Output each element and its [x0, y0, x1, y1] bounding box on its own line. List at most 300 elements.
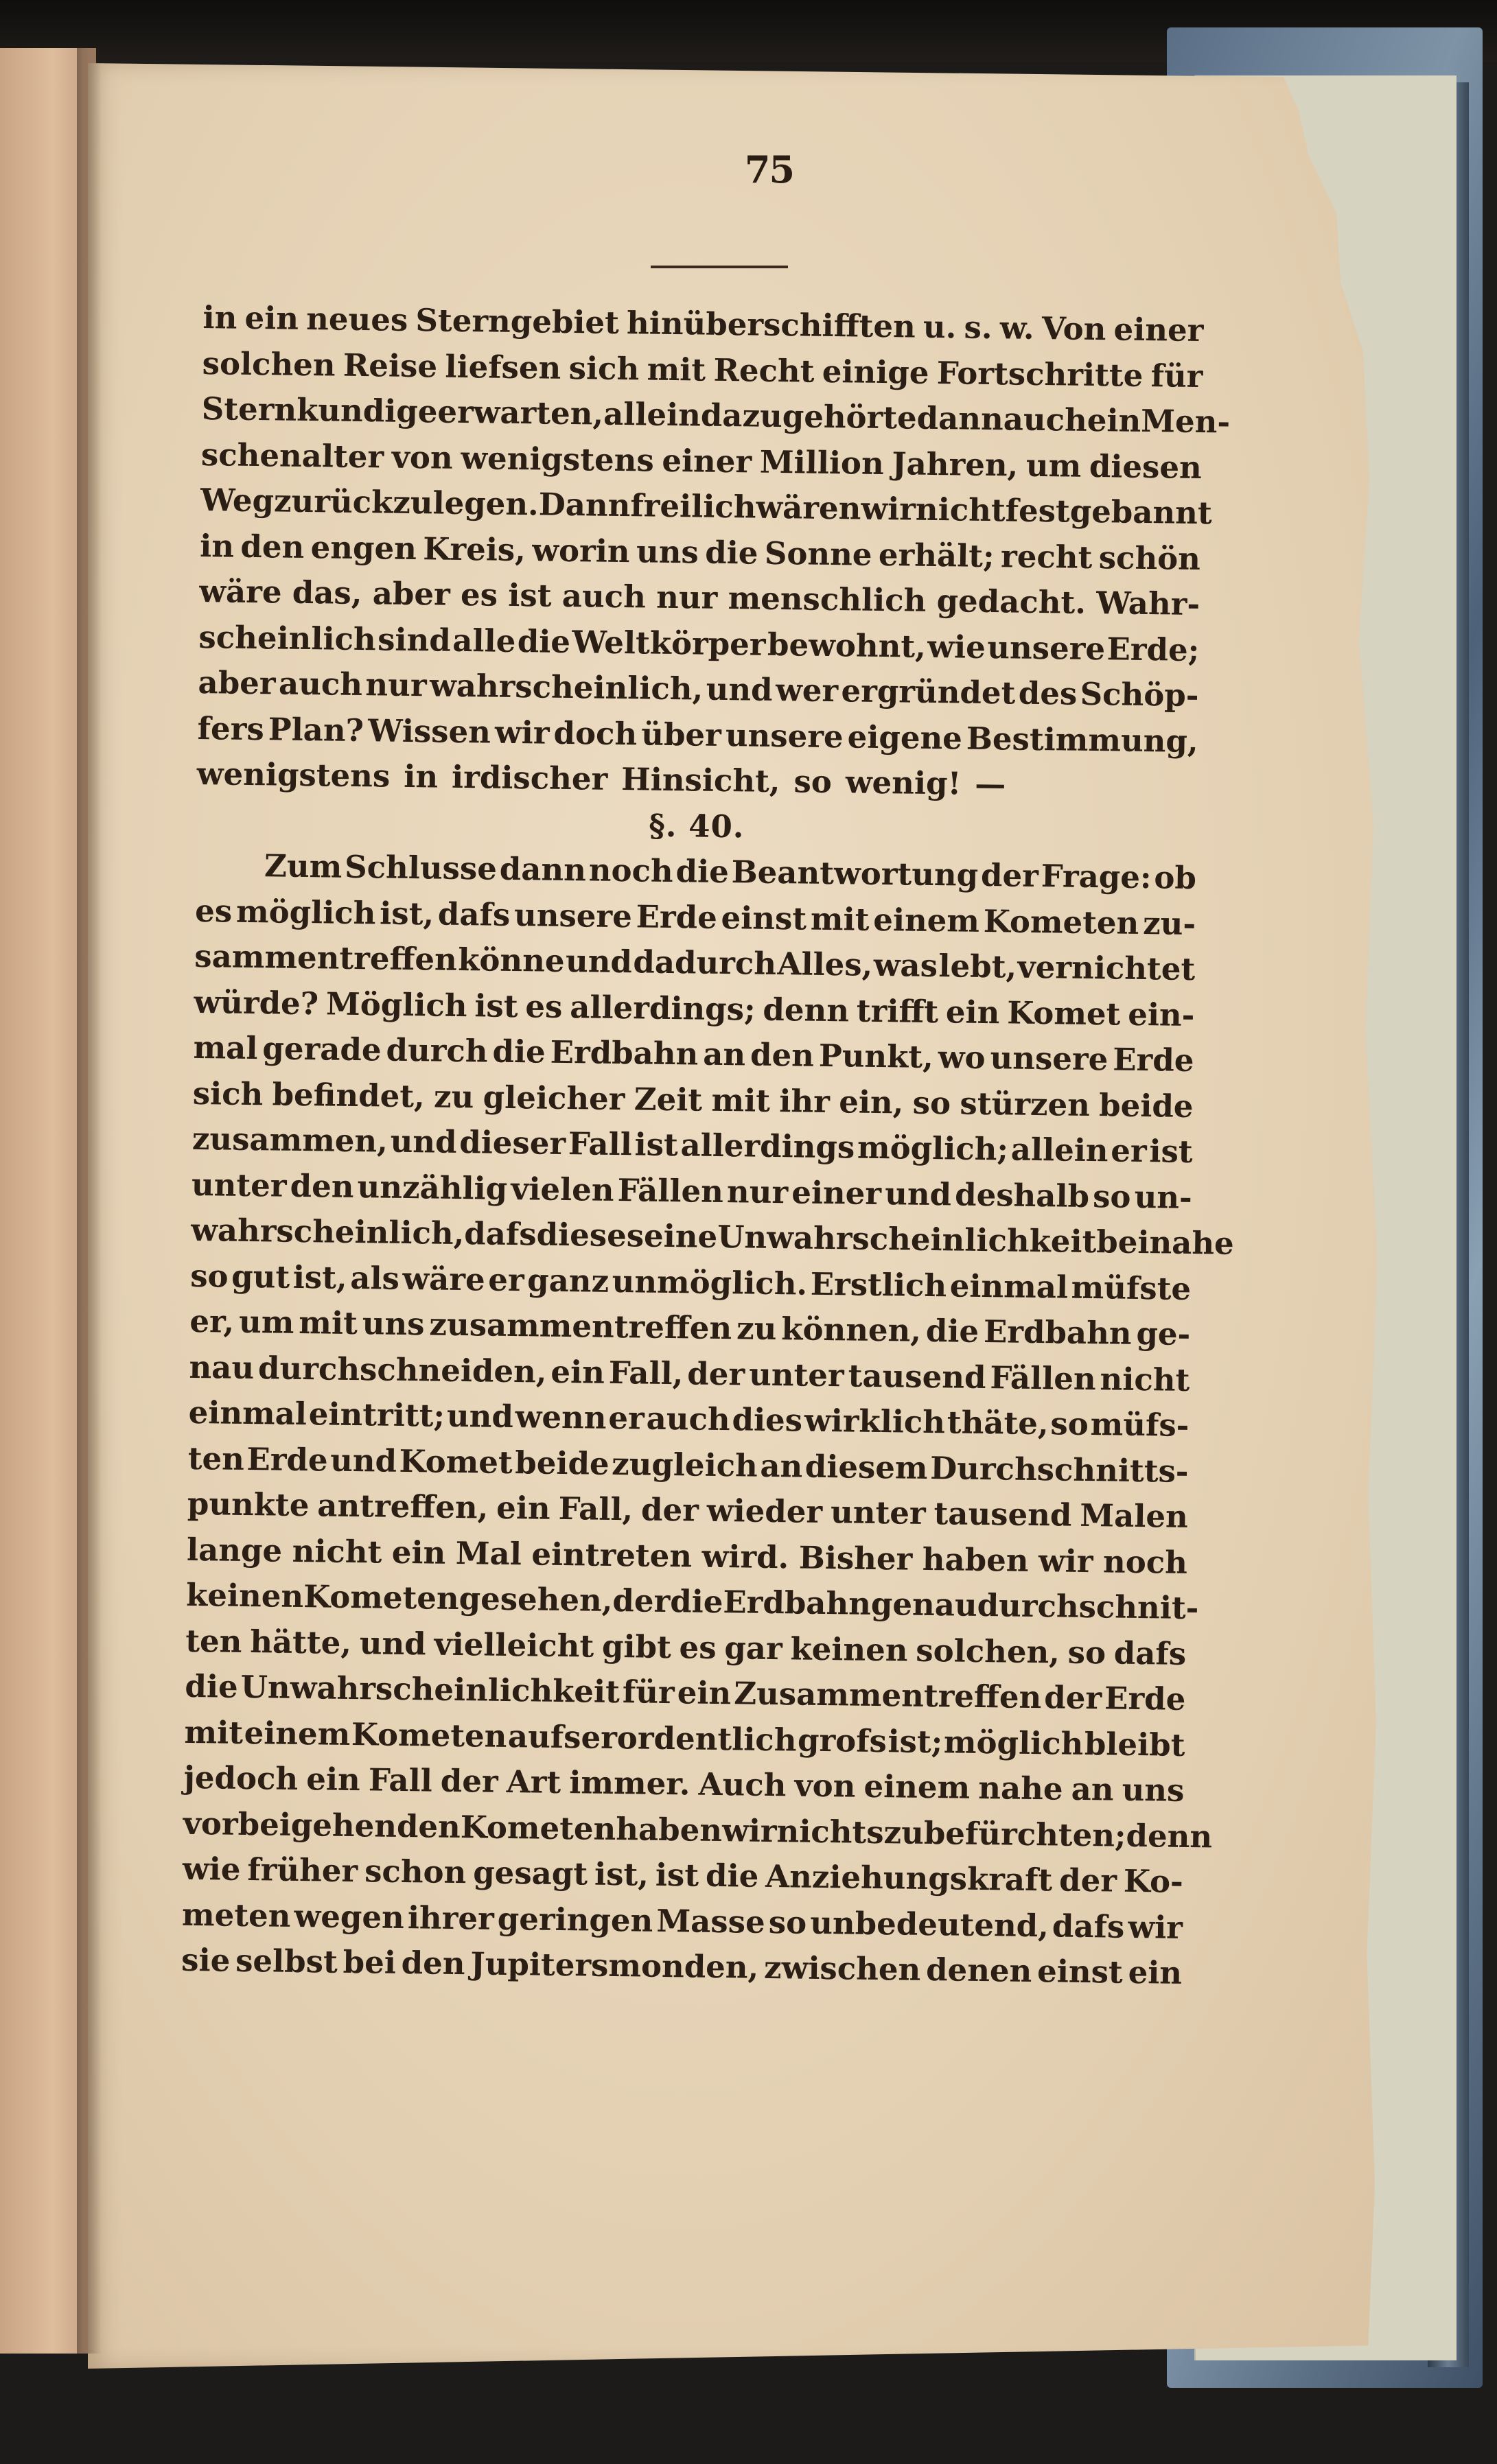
word: beide: [515, 1444, 610, 1482]
word: Weltkörper: [572, 623, 766, 663]
word: würde?: [194, 983, 319, 1022]
word: es: [679, 1628, 717, 1666]
word: Durchschnitts-: [929, 1449, 1189, 1490]
word: aufserordentlich: [507, 1717, 797, 1758]
word: selbst: [235, 1942, 338, 1980]
word: scheinlich: [198, 618, 377, 657]
word: dieser: [459, 1123, 566, 1162]
word: —: [974, 765, 1006, 803]
word: gedacht.: [936, 583, 1087, 621]
word: Fällen: [990, 1359, 1097, 1397]
word: nicht: [292, 1532, 382, 1571]
word: lange: [186, 1531, 283, 1569]
word: unsere: [725, 716, 844, 755]
word: Frage:: [1041, 858, 1152, 896]
page-number: [0, 148, 1497, 191]
word: hätte,: [249, 1623, 352, 1661]
word: gerade: [262, 1030, 382, 1068]
word: denen: [925, 1951, 1032, 1990]
word: unsere: [990, 1040, 1109, 1078]
word: nur: [726, 1173, 789, 1210]
word: tausend: [933, 1495, 1072, 1534]
word: zurückzulegen.: [273, 482, 539, 523]
word: so: [1067, 1634, 1106, 1671]
word: nahe: [977, 1769, 1063, 1807]
word: sie: [181, 1941, 231, 1979]
word: Zeit: [634, 1080, 703, 1118]
word: es: [525, 987, 563, 1025]
word: wenigstens: [196, 755, 391, 795]
word: mit: [810, 900, 870, 938]
word: müfs-: [1090, 1406, 1190, 1444]
word: der: [980, 856, 1039, 894]
word: ist: [1149, 1133, 1194, 1170]
word: die: [185, 1667, 239, 1705]
word: der: [640, 1491, 699, 1529]
word: meten: [181, 1896, 291, 1934]
word: er: [608, 1399, 645, 1437]
word: nau: [189, 1348, 255, 1386]
word: den: [750, 1036, 815, 1074]
word: Art: [506, 1763, 561, 1801]
word: ein: [550, 1353, 605, 1391]
word: so: [1050, 1405, 1089, 1443]
word: nichts: [776, 1812, 884, 1851]
word: durch: [386, 1031, 488, 1070]
word: dies: [732, 1401, 803, 1439]
word: Punkt,: [818, 1037, 934, 1076]
word: Unwahrscheinlichkeit: [717, 1218, 1097, 1260]
word: dafs: [1113, 1634, 1187, 1672]
word: ist: [634, 1126, 679, 1164]
word: uns: [636, 532, 699, 570]
word: ist,: [379, 894, 434, 932]
word: an: [1071, 1770, 1114, 1808]
word: recht: [1000, 537, 1093, 576]
word: der: [1044, 1679, 1102, 1717]
word: diesem: [804, 1448, 928, 1486]
word: Million: [759, 443, 885, 482]
word: auch: [278, 665, 363, 703]
word: doch: [553, 714, 638, 752]
word: dadurch: [633, 943, 777, 983]
word: sich: [568, 349, 640, 387]
word: in: [202, 298, 237, 336]
word: erhält;: [878, 536, 995, 574]
word: auch: [1003, 401, 1088, 438]
word: Zum: [264, 847, 343, 885]
word: und: [390, 1123, 457, 1160]
word: punkte: [187, 1485, 310, 1524]
word: antreffen,: [317, 1487, 489, 1526]
word: uns: [1122, 1771, 1185, 1809]
word: keinen: [790, 1630, 908, 1669]
word: Erde;: [1106, 630, 1200, 668]
word: und: [329, 1442, 397, 1479]
word: Fortschritte: [936, 354, 1144, 394]
word: könne: [457, 941, 565, 979]
word: noch: [1102, 1542, 1188, 1581]
word: ist,: [292, 1258, 348, 1296]
body-text: [181, 295, 1235, 1996]
word: stürzen: [960, 1085, 1091, 1123]
word: wird.: [701, 1538, 789, 1575]
word: dazu: [700, 397, 783, 435]
word: zusammen,: [192, 1120, 388, 1160]
word: zugleich: [611, 1445, 758, 1484]
page-number-text: 75: [744, 148, 794, 191]
word: der: [1058, 1862, 1117, 1899]
word: für: [622, 1674, 675, 1711]
word: tausend: [848, 1357, 986, 1396]
word: die: [925, 1312, 979, 1350]
word: über: [640, 715, 722, 753]
word: auch: [561, 577, 647, 615]
word: sind: [377, 620, 452, 659]
word: Beantwortung: [731, 854, 979, 893]
word: zu: [883, 1814, 925, 1851]
word: ist,: [594, 1855, 649, 1893]
word: wahrscheinlich,: [190, 1211, 465, 1252]
word: gesagt: [472, 1854, 588, 1892]
word: Schlusse: [344, 848, 498, 887]
word: fers: [197, 709, 265, 747]
word: Dann: [538, 486, 631, 524]
word: einmal: [188, 1394, 307, 1433]
word: Wissen: [367, 712, 491, 751]
word: aber: [372, 575, 451, 613]
word: von: [391, 438, 454, 476]
word: möglich: [235, 893, 376, 931]
word: dann: [916, 399, 1004, 438]
word: einem: [244, 1714, 351, 1752]
word: wäre: [402, 1260, 486, 1298]
word: des: [1018, 674, 1078, 712]
word: ein: [677, 1674, 732, 1712]
word: Men-: [1140, 402, 1231, 441]
word: befürchten;: [923, 1814, 1126, 1854]
word: nur: [655, 578, 718, 616]
word: es: [460, 576, 498, 613]
word: Jahren,: [892, 445, 1019, 484]
word: Fall,: [558, 1490, 634, 1528]
word: ist: [508, 576, 552, 614]
page-number-rule: [651, 266, 788, 268]
word: ten: [187, 1440, 245, 1477]
word: dafs: [437, 895, 511, 933]
word: seine: [626, 1217, 718, 1255]
word: zwischen: [763, 1949, 921, 1988]
word: einst: [1036, 1953, 1124, 1991]
word: allein: [603, 395, 701, 434]
word: einer: [791, 1173, 882, 1212]
word: vorbeigehenden: [183, 1805, 461, 1845]
word: bewohnt,: [767, 626, 927, 665]
paragraph-continued: [196, 295, 1231, 810]
word: ihr: [779, 1082, 831, 1120]
word: freilich: [630, 487, 756, 526]
word: an: [702, 1035, 746, 1073]
word: Erstlich: [810, 1265, 947, 1304]
word: Kometen: [460, 1808, 616, 1847]
word: ganz: [526, 1261, 610, 1300]
word: Recht: [713, 351, 815, 390]
word: vernichtet: [1017, 948, 1196, 987]
word: er: [1111, 1132, 1148, 1170]
word: einmal: [949, 1267, 1069, 1306]
word: gesehen,: [459, 1580, 613, 1619]
word: beide: [1098, 1086, 1194, 1125]
word: von: [794, 1767, 856, 1805]
word: und: [706, 670, 773, 708]
word: un-: [1134, 1178, 1193, 1216]
word: Fall,: [608, 1354, 684, 1392]
word: diese: [536, 1216, 627, 1254]
word: gleicher: [483, 1078, 625, 1117]
word: Komet: [399, 1442, 513, 1481]
word: u.: [922, 308, 957, 346]
word: Schöp-: [1080, 675, 1199, 714]
word: den: [401, 1944, 465, 1982]
word: festgebannt: [1005, 492, 1213, 532]
word: thäte,: [947, 1404, 1049, 1442]
word: ein,: [838, 1083, 904, 1120]
word: nicht: [1100, 1360, 1190, 1398]
word: zu: [736, 1310, 777, 1348]
word: Möglich: [325, 985, 467, 1024]
word: Fall: [568, 1125, 633, 1163]
word: gehörte: [782, 398, 918, 436]
word: unsere: [986, 629, 1106, 667]
word: wahrscheinlich,: [429, 667, 704, 707]
word: möglich;: [857, 1129, 1009, 1168]
word: Kometen: [351, 1715, 507, 1755]
word: wegen: [294, 1897, 405, 1936]
word: denn: [1126, 1817, 1213, 1855]
word: deshalb: [954, 1175, 1090, 1215]
word: Jupitersmonden,: [470, 1945, 759, 1986]
word: grofs: [797, 1722, 887, 1759]
word: die: [675, 853, 730, 891]
word: als: [349, 1259, 400, 1297]
word: nur: [365, 666, 427, 704]
word: ein: [945, 993, 1000, 1031]
word: allerdings: [680, 1127, 855, 1166]
word: unsere: [513, 896, 633, 935]
word: der: [440, 1762, 499, 1800]
word: die: [705, 1857, 759, 1894]
word: so: [189, 1257, 229, 1295]
word: auch: [646, 1400, 731, 1438]
word: an: [760, 1447, 803, 1485]
word: mit: [299, 1304, 358, 1342]
word: wir: [721, 1811, 777, 1849]
word: er: [487, 1261, 524, 1298]
word: wenn: [515, 1398, 607, 1436]
word: Erde: [636, 897, 718, 936]
word: zu-: [1142, 904, 1196, 942]
word: geringen: [497, 1900, 653, 1939]
word: wirklich: [804, 1402, 946, 1441]
word: aber: [198, 664, 276, 702]
word: früher: [247, 1851, 358, 1890]
word: irdischer: [451, 758, 608, 797]
word: die: [669, 1583, 723, 1621]
word: neues: [305, 300, 408, 338]
word: Kreis,: [423, 530, 526, 568]
word: wo: [938, 1039, 986, 1077]
word: dafs: [1052, 1907, 1125, 1945]
word: in: [403, 758, 439, 795]
word: Alles,: [777, 946, 873, 983]
word: wenig!: [845, 764, 962, 802]
word: wie: [927, 628, 986, 666]
word: unter: [830, 1494, 926, 1532]
word: ein: [244, 299, 299, 337]
word: so: [793, 763, 833, 801]
word: das,: [292, 574, 362, 612]
word: gut: [231, 1258, 290, 1295]
word: Bestimmung,: [966, 720, 1198, 760]
word: w.: [999, 309, 1035, 347]
word: Hinsicht,: [620, 761, 780, 800]
word: zu: [433, 1078, 474, 1115]
word: Auch: [698, 1765, 787, 1804]
word: Fällen: [617, 1171, 724, 1210]
word: wenigstens: [460, 439, 655, 479]
word: eintritt;: [308, 1396, 445, 1434]
word: ihrer: [407, 1899, 495, 1937]
word: Sonne: [764, 535, 872, 573]
word: wir: [1038, 1542, 1093, 1580]
word: und: [565, 942, 633, 981]
word: die: [517, 622, 571, 660]
word: Reise: [343, 347, 438, 384]
word: Erdbahn: [723, 1584, 872, 1622]
word: wäre: [199, 572, 282, 611]
word: noch: [588, 852, 674, 890]
word: befindet,: [272, 1075, 426, 1114]
word: schön: [1098, 539, 1201, 577]
word: genau: [870, 1585, 977, 1623]
word: in: [199, 527, 235, 565]
word: allein: [1010, 1131, 1109, 1169]
word: und: [446, 1397, 514, 1435]
word: es: [194, 892, 233, 930]
word: ob: [1154, 859, 1197, 897]
word: ein: [1087, 401, 1141, 439]
word: ge-: [1136, 1315, 1191, 1352]
word: diesen: [1089, 447, 1203, 486]
word: wer: [775, 671, 839, 709]
word: wie: [182, 1850, 241, 1888]
word: Fall: [368, 1761, 433, 1799]
word: mit: [647, 350, 706, 388]
word: der: [687, 1354, 745, 1392]
word: Erde: [1104, 1680, 1186, 1717]
word: um: [238, 1303, 294, 1341]
word: müfste: [1071, 1269, 1192, 1307]
word: ten: [185, 1622, 242, 1660]
word: allerdings;: [569, 988, 756, 1028]
word: liefsen: [445, 348, 561, 386]
word: Bisher: [798, 1539, 913, 1577]
word: er,: [189, 1302, 235, 1340]
word: Unwahrscheinlichkeit: [240, 1668, 620, 1711]
word: einer: [662, 442, 752, 480]
word: Ko-: [1123, 1862, 1184, 1900]
word: wären: [756, 489, 861, 527]
word: keinen: [185, 1576, 304, 1615]
word: einst: [721, 899, 807, 937]
word: durchschneiden,: [257, 1349, 547, 1390]
word: mal: [193, 1029, 258, 1067]
word: ein: [1128, 1953, 1183, 1991]
word: bleibt: [1084, 1725, 1185, 1763]
word: einer: [1113, 311, 1204, 349]
word: so: [768, 1903, 807, 1941]
word: schon: [364, 1853, 467, 1891]
word: eintreten: [531, 1535, 693, 1574]
word: die: [492, 1033, 546, 1070]
word: Masse: [656, 1902, 766, 1940]
word: Kometen: [983, 902, 1139, 941]
word: Weg: [200, 481, 275, 519]
word: Sternkundige: [201, 390, 438, 430]
word: worin: [531, 531, 630, 570]
word: mit: [711, 1081, 771, 1119]
word: Komet: [1006, 994, 1121, 1033]
word: Kometen: [303, 1578, 460, 1617]
word: der: [612, 1582, 671, 1620]
word: Mal: [455, 1534, 522, 1572]
word: für: [1150, 357, 1203, 395]
word: Sterngebiet: [415, 302, 620, 341]
word: ein: [305, 1761, 361, 1798]
word: trifft: [856, 992, 939, 1030]
word: ein: [496, 1489, 551, 1527]
section-heading: §. 40.: [649, 807, 745, 845]
word: einige: [822, 353, 929, 391]
word: vielen: [510, 1170, 614, 1208]
word: unbedeutend,: [809, 1904, 1049, 1944]
word: Malen: [1080, 1497, 1189, 1535]
word: können,: [781, 1311, 922, 1349]
word: ein: [391, 1534, 446, 1571]
word: Plan?: [268, 710, 364, 749]
word: erwarten,: [437, 393, 604, 432]
word: Wahr-: [1095, 585, 1200, 623]
word: ein-: [1127, 996, 1195, 1033]
word: wir: [1128, 1908, 1183, 1946]
word: wir: [494, 714, 550, 751]
word: unzählig: [357, 1168, 508, 1207]
word: hinüberschifften: [626, 305, 916, 345]
word: so: [912, 1084, 951, 1121]
word: den: [290, 1167, 354, 1205]
word: zusammentreffen: [429, 1306, 732, 1347]
word: nicht: [915, 491, 1006, 529]
word: ist;: [887, 1722, 943, 1760]
word: den: [240, 528, 305, 565]
word: beinahe: [1096, 1223, 1235, 1262]
word: sich: [192, 1075, 264, 1112]
word: ist: [655, 1856, 699, 1894]
word: möglich: [943, 1723, 1084, 1762]
word: und: [884, 1175, 952, 1212]
word: alle: [452, 622, 516, 659]
word: wieder: [706, 1492, 823, 1530]
